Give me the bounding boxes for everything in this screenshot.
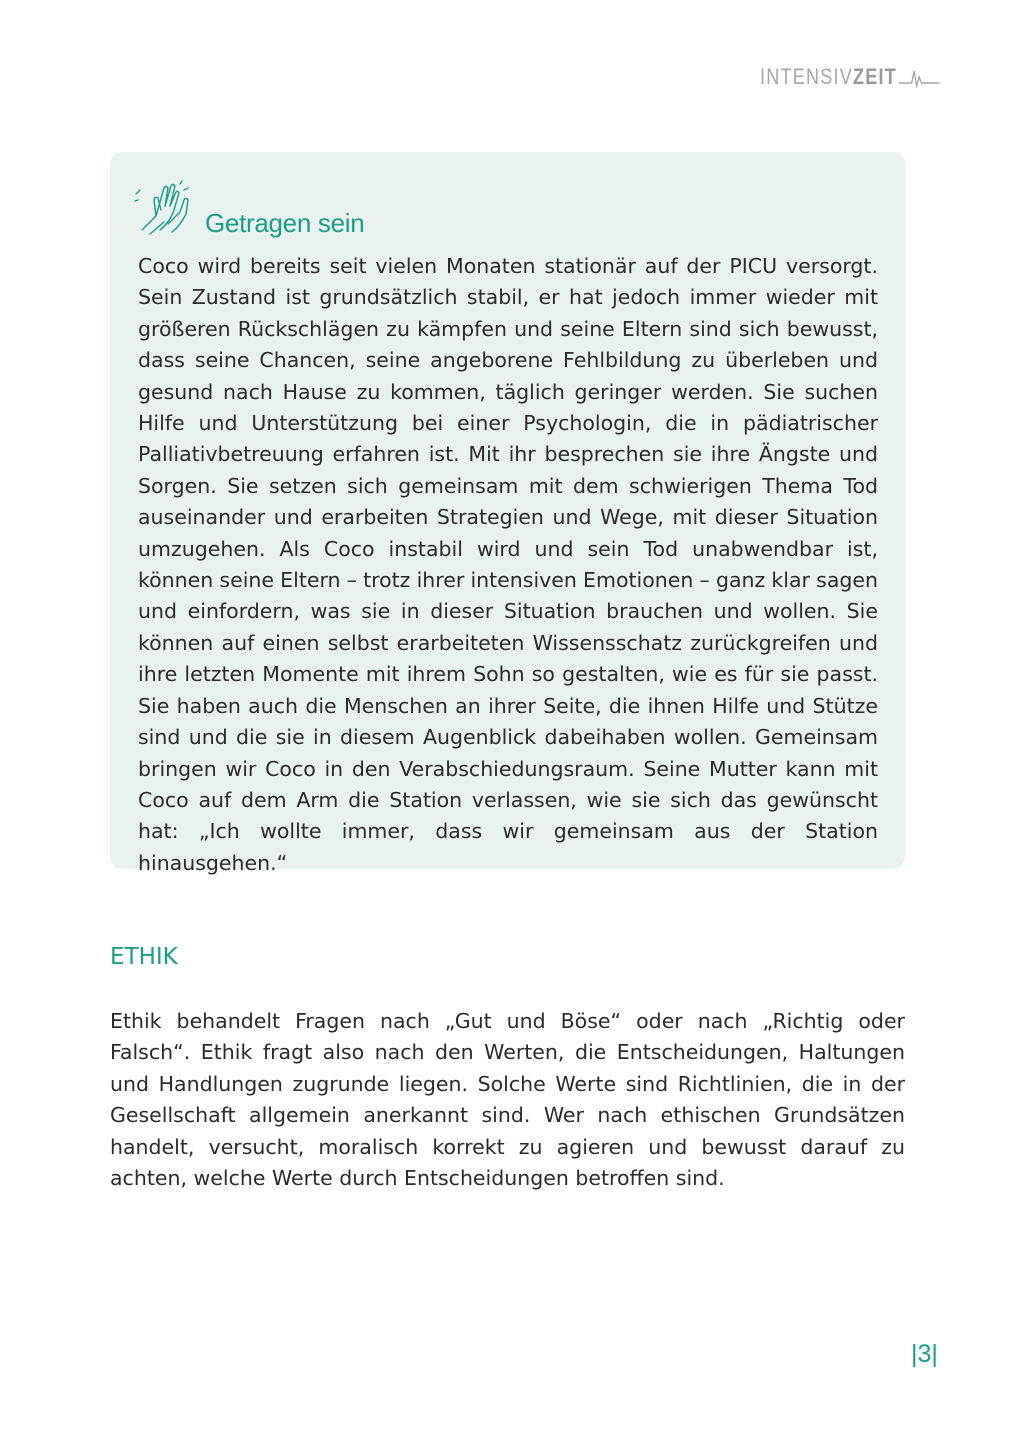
section-heading: ETHIK [110,944,178,970]
logo-text-bold: ZEIT [853,64,898,89]
case-story-box [110,152,905,875]
raised-hands-icon [134,180,196,238]
header-logo [760,64,940,90]
heartbeat-line-icon [899,66,940,88]
section-text: Ethik behandelt Fragen nach „Gut und Böse“ oder nach „Richtig oder Falsch“. Ethik fragt also nach den Werten, die Entscheidungen, Haltungen und Handlungen zugrunde liegen. Solche Werte sind Richtlinien, die in der Gesellschaft allgemein anerkannt sind. Wer nach ethischen Grundsätzen handelt, versucht, moralisch korrekt zu agieren und bewusst darauf zu achten, welche Werte durch Entscheidungen betroffen sind. [110,1009,905,1191]
page-number: |3| [911,1340,938,1368]
logo-text-light: INTENSIV [760,64,854,89]
box-text: Coco wird bereits seit vielen Monaten stationär auf der PICU versorgt. Sein Zustand ist grundsätzlich stabil, er hat jedoch immer wieder mit größeren Rückschlägen zu kämpfen und seine Eltern sind sich bewusst, dass seine Chancen, seine angeborene Fehlbildung zu überleben und gesund nach Hause zu kommen, täglich geringer werden. Sie suchen Hilfe und Unterstützung bei einer Psychologin, die in pädiatrischer Palliativbetreuung erfahren ist. Mit ihr besprechen sie ihre Ängste und Sorgen. Sie setzen sich gemeinsam mit dem schwierigen Thema Tod auseinander und erarbeiten Strategien und Wege, mit dieser Situation umzugehen. Als Coco instabil wird und sein Tod unabwendbar ist, können seine Eltern – trotz ihrer intensiven Emotionen – ganz klar sagen und einfordern, was sie in dieser Situation brauchen und wollen. Sie können auf einen selbst erarbeiteten Wissensschatz zurückgreifen und ihre letzten Momente mit ihrem Sohn so gestalten, wie es für sie passt. Sie haben auch die Menschen an ihrer Seite, die ihnen Hilfe und Stütze sind und die sie in diesem Augenblick dabeihaben wollen. Gemeinsam bringen wir Coco in den Verabschiedungsraum. Seine Mutter kann mit Coco auf dem Arm die Station verlassen, wie sie sich das gewünscht hat: „Ich wollte immer, dass wir gemeinsam aus der Station hinausgehen.“ [138,254,878,875]
box-title: Getragen sein [205,208,365,238]
